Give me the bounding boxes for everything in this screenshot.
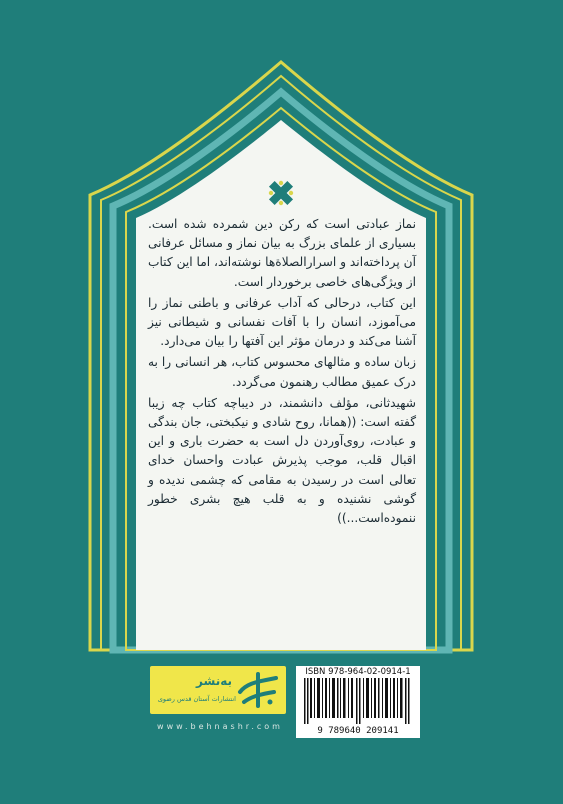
publisher-subtitle: انتشارات آستان قدس رضوی [157,695,236,703]
behnashr-logo-icon [236,670,280,710]
barcode-bars [304,678,412,724]
paragraph-3: زبان ساده و مثالهای محسوس کتاب، هر انسانی را به درک عمیق مطالب رهنمون می‌گردد. [148,355,416,389]
publisher-logo [150,666,286,714]
isbn-barcode [296,666,420,738]
description-text [148,215,416,530]
ean-number: 9 789640 209141 [317,726,399,736]
isbn-number: ISBN 978-964-02-0914-1 [305,667,411,677]
publisher-website: www.behnashr.com [157,722,283,731]
paragraph-4: شهیدثانی، مؤلف دانشمند، در دیباچه کتاب چه زیبا گفته است: ((همانا، روح شادی و نیکبختی، جان بندگی و عبادت، روی‌آوردن دل است به حضرت باری و این اقبال قلب، موجب پذیرش عبادت واحسان خدای تعالی است در رسیدن به مقامی که چشمی ندیده و گوشی نشنیده و به قلب هیچ بشری خطور ننموده‌است...)) [148,395,416,526]
paragraph-2: این کتاب، درحالی که آداب عرفانی و باطنی نماز را می‌آموزد، انسان را با آفات نفسانی و شیطانی نیز آشنا می‌کند و درمان مؤثر این آفتها را بیان می‌دارد. [148,295,416,349]
cross-ornament-icon [269,181,293,205]
publisher-name: به‌نشر [196,674,232,688]
paragraph-1: نماز عبادتی است که رکن دین شمرده شده است. بسیاری از علمای بزرگ به بیان نماز و مسائل عرفانی آن پرداخته‌اند و اسرارالصلاة‌ها نوشته‌اند، اما این کتاب از ویژگی‌های خاصی برخوردار است. [148,217,416,289]
